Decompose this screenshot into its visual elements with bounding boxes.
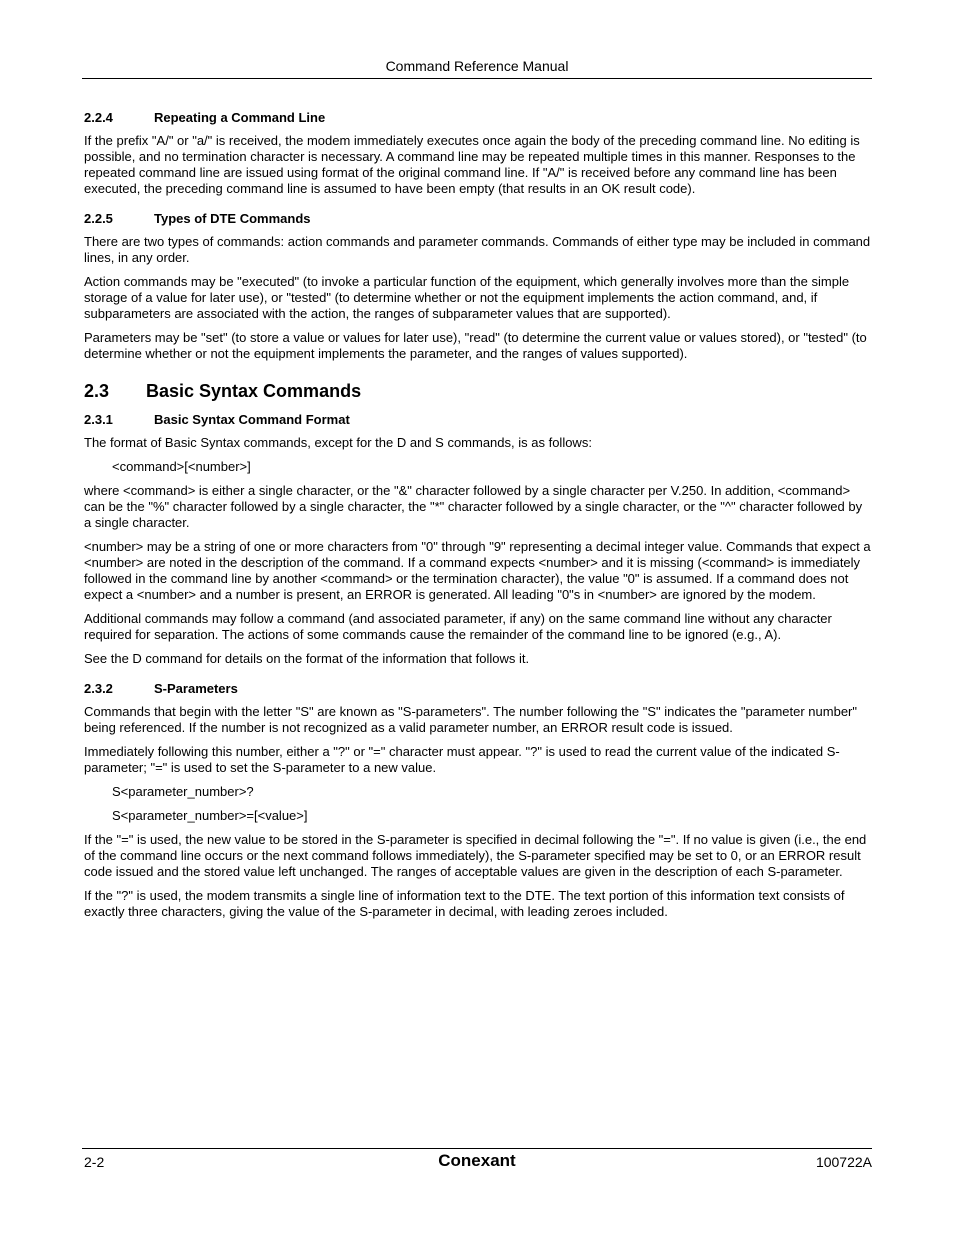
section-title: S-Parameters (154, 681, 238, 696)
paragraph: See the D command for details on the format of the information that follows it. (84, 651, 530, 666)
document-number: 100722A (815, 1154, 872, 1170)
section-2-3-heading (84, 380, 872, 402)
paragraph: There are two types of commands: action commands and parameter commands. Commands of either type may be included in command lines, in any order. (84, 234, 871, 265)
section-2-2-5-heading (84, 211, 872, 227)
paragraph: If the "=" is used, the new value to be stored in the S-parameter is specified in decimal following the "=". If no value is given (i.e., the end of the command line occurs or the next command follows immediately), the S-parameter specified may be set to 0, or an ERROR result code issued and the stored value left unchanged. The ranges of acceptable values are given in the description of each S-parameter. (84, 832, 867, 879)
paragraph: <number> may be a string of one or more characters from "0" through "9" representing a decimal integer value. Commands that expect a <number> are noted in the description of the command. If a command expects <number> and it is missing (<command> is immediately followed in the command line by another <command> or the termination character), the value "0" is assumed. If a command does not expect a <number> and a number is present, an ERROR is generated. All leading "0"s in <number> are ignored by the modem. (84, 539, 871, 602)
paragraph: The format of Basic Syntax commands, except for the D and S commands, is as follows: (84, 435, 592, 450)
footer-brand: Conexant (438, 1151, 516, 1170)
syntax-example: S<parameter_number>? (112, 784, 254, 799)
paragraph: Action commands may be "executed" (to invoke a particular function of the equipment, which generally involves more than the simple storage of a value for later use), or "tested" (to determine whether or not the equipment implements the action command, and, if subparameters are associated with the action, the ranges of subparameter values that are supported). (84, 274, 850, 321)
page-content (84, 110, 872, 928)
footer-divider (82, 1148, 872, 1149)
section-2-3-1-heading (84, 412, 872, 428)
section-2-3-2-heading (84, 681, 872, 697)
syntax-example: S<parameter_number>=[<value>] (112, 808, 308, 823)
section-number: 2.3.1 (84, 412, 113, 427)
section-title: Basic Syntax Command Format (154, 412, 350, 427)
paragraph: where <command> is either a single character, or the "&" character followed by a single character per V.250. In addition, <command> can be the "%" character followed by a single character, the "*" character followed by a single character, or the "^" character followed by a single character. (84, 483, 863, 530)
page-number: 2-2 (84, 1154, 105, 1170)
paragraph: If the "?" is used, the modem transmits a single line of information text to the DTE. The text portion of this information text consists of exactly three characters, giving the value of the S-parameter in decimal, with leading zeroes included. (84, 888, 845, 919)
section-number: 2.3.2 (84, 681, 113, 696)
paragraph: If the prefix "A/" or "a/" is received, the modem immediately executes once again the body of the preceding command line. No editing is possible, and no termination character is necessary. A command line may be repeated multiple times in this manner. Responses to the repeated command line are issued using format of the original command line. If "A/" is received before any command line has been executed, the preceding command line is assumed to have been empty (that results in an OK result code). (84, 133, 860, 196)
section-2-2-4-heading (84, 110, 872, 126)
paragraph: Immediately following this number, either a "?" or "=" character must appear. "?" is used to read the current value of the indicated S-parameter; "=" is used to set the S-parameter to a new value. (84, 744, 840, 775)
paragraph: Commands that begin with the letter "S" are known as "S-parameters". The number following the "S" indicates the "parameter number" being referenced. If the number is not recognized as a valid parameter number, an ERROR result code is issued. (84, 704, 857, 735)
section-title: Repeating a Command Line (154, 110, 326, 125)
section-title: Basic Syntax Commands (146, 381, 362, 401)
section-number: 2.2.4 (84, 110, 113, 125)
header-divider (82, 78, 872, 79)
syntax-example: <command>[<number>] (112, 459, 251, 474)
page-header-title: Command Reference Manual (385, 58, 569, 74)
paragraph: Parameters may be "set" (to store a value or values for later use), "read" (to determine the current value or values stored), or "tested" (to determine whether or not the equipment implements the parameter, and the ranges of values supported). (84, 330, 867, 361)
paragraph: Additional commands may follow a command (and associated parameter, if any) on the same command line without any character required for separation. The actions of some commands cause the remainder of the command line to be ignored (e.g., A). (84, 611, 832, 642)
section-number: 2.2.5 (84, 211, 113, 226)
section-title: Types of DTE Commands (154, 211, 311, 226)
section-number: 2.3 (84, 381, 110, 401)
